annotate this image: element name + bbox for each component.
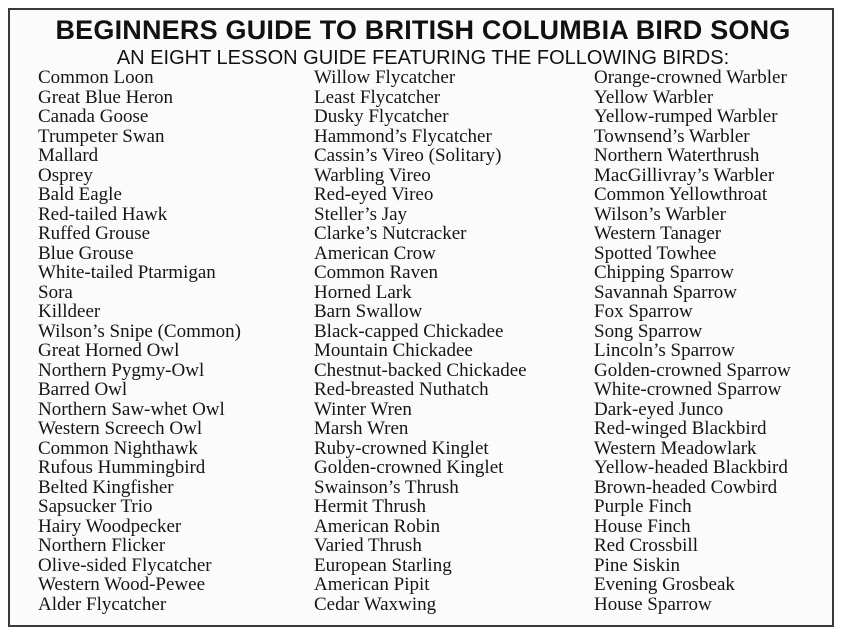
bird-list-item: Alder Flycatcher (38, 593, 167, 615)
bird-list-item: Red-tailed Hawk (38, 203, 168, 225)
bird-list-item: Western Screech Owl (38, 418, 203, 439)
bird-list-item: Lincoln’s Sparrow (594, 340, 735, 361)
bird-list-item: Great Horned Owl (38, 340, 180, 361)
bird-list-item: Chestnut-backed Chickadee (314, 359, 527, 381)
bird-list-item: American Crow (314, 242, 436, 264)
bird-list-item: Cassin’s Vireo (Solitary) (314, 145, 502, 166)
page-title: BEGINNERS GUIDE TO BRITISH COLUMBIA BIRD SONG (55, 15, 791, 45)
bird-list-item: Townsend’s Warbler (594, 125, 750, 147)
bird-list-item: Swainson’s Thrush (314, 476, 459, 498)
bird-list-item: Ruffed Grouse (38, 223, 151, 244)
bird-list-item: Western Meadowlark (594, 437, 757, 459)
bird-list-item: Yellow-headed Blackbird (594, 457, 788, 478)
bird-list-item: House Finch (594, 515, 691, 537)
bird-list-item: Northern Pygmy-Owl (38, 359, 205, 381)
bird-list-item: Marsh Wren (314, 418, 409, 439)
bird-list-item: Golden-crowned Kinglet (314, 457, 504, 478)
bird-list-item: Bald Eagle (38, 184, 122, 205)
bird-list-item: Orange-crowned Warbler (594, 67, 787, 88)
bird-list-item: Wilson’s Snipe (Common) (38, 320, 241, 342)
bird-list-item: Least Flycatcher (314, 86, 441, 108)
bird-list-item: White-tailed Ptarmigan (38, 262, 216, 283)
bird-list-item: Red-winged Blackbird (594, 418, 767, 439)
bird-list-item: Yellow-rumped Warbler (594, 106, 778, 127)
bird-list-item: Evening Grosbeak (594, 574, 735, 595)
bird-list-item: Western Wood-Pewee (38, 574, 206, 595)
bird-list-item: Dusky Flycatcher (314, 106, 449, 127)
bird-list-item: Osprey (38, 164, 93, 186)
bird-list-item: Song Sparrow (594, 320, 703, 342)
bird-list-item: Golden-crowned Sparrow (594, 359, 791, 381)
bird-list-item: Purple Finch (594, 496, 692, 517)
bird-list-item: Northern Waterthrush (594, 145, 760, 166)
bird-list-item: Varied Thrush (314, 535, 422, 556)
bird-list-item: Hermit Thrush (314, 496, 427, 517)
bird-list-column-1 (38, 68, 241, 614)
page-subtitle: AN EIGHT LESSON GUIDE FEATURING THE FOLLOWING BIRDS: (116, 47, 730, 69)
bird-list-item: Clarke’s Nutcracker (314, 223, 467, 244)
guide-frame (8, 8, 834, 627)
bird-list-item: Common Loon (38, 67, 154, 88)
bird-list-item: Hammond’s Flycatcher (314, 125, 492, 147)
bird-list-item: Steller’s Jay (314, 203, 408, 225)
bird-list-item: Red-eyed Vireo (314, 184, 434, 205)
bird-list-item: Warbling Vireo (314, 164, 431, 186)
bird-list-item: Northern Saw-whet Owl (38, 398, 225, 420)
bird-list-item: MacGillivray’s Warbler (594, 164, 775, 186)
bird-list-item: Northern Flicker (38, 535, 166, 556)
bird-list-column-2 (314, 68, 527, 614)
bird-list-item: Common Nighthawk (38, 437, 198, 459)
bird-list-item: Fox Sparrow (594, 301, 693, 322)
bird-list-item: Willow Flycatcher (314, 67, 456, 88)
bird-list-item: Olive-sided Flycatcher (38, 554, 212, 576)
bird-list-item: European Starling (314, 554, 452, 576)
bird-list-item: Sora (38, 281, 73, 303)
bird-list-item: Mountain Chickadee (314, 340, 473, 361)
bird-list-item: Blue Grouse (38, 242, 134, 264)
bird-list-item: Barred Owl (38, 379, 128, 400)
bird-list-item: American Robin (314, 515, 441, 537)
bird-list-item: Brown-headed Cowbird (594, 476, 778, 498)
bird-list-item: Red Crossbill (594, 535, 698, 556)
bird-list-item: Barn Swallow (314, 301, 423, 322)
bird-list-item: Ruby-crowned Kinglet (314, 437, 489, 459)
bird-list-item: Dark-eyed Junco (594, 398, 724, 420)
bird-list-item: Black-capped Chickadee (314, 320, 504, 342)
bird-list-item: Canada Goose (38, 106, 149, 127)
bird-list-item: American Pipit (314, 574, 430, 595)
bird-list-item: Yellow Warbler (594, 86, 714, 108)
bird-list-item: Horned Lark (314, 281, 412, 303)
bird-list-item: Western Tanager (594, 223, 722, 244)
bird-list-item: Sapsucker Trio (38, 496, 153, 517)
bird-list-item: Red-breasted Nuthatch (314, 379, 489, 400)
bird-list-item: Chipping Sparrow (594, 262, 734, 283)
bird-list-item: Winter Wren (314, 398, 412, 420)
bird-list-item: Savannah Sparrow (594, 281, 737, 303)
bird-list-item: Wilson’s Warbler (594, 203, 726, 225)
bird-list-item: Trumpeter Swan (38, 125, 165, 147)
bird-list-item: Pine Siskin (594, 554, 681, 576)
bird-list-item: Belted Kingfisher (38, 476, 174, 498)
bird-list-item: Rufous Hummingbird (38, 457, 206, 478)
bird-list-item: Mallard (38, 145, 99, 166)
bird-list-item: Great Blue Heron (38, 86, 174, 108)
bird-list-item: House Sparrow (594, 593, 712, 615)
bird-list-item: Hairy Woodpecker (38, 515, 182, 537)
bird-list-item: Common Raven (314, 262, 439, 283)
bird-list-item: White-crowned Sparrow (594, 379, 782, 400)
bird-list-item: Killdeer (38, 301, 101, 322)
bird-list-column-3 (594, 68, 791, 614)
bird-list-item: Cedar Waxwing (314, 593, 437, 615)
bird-list-item: Common Yellowthroat (594, 184, 768, 205)
bird-list-item: Spotted Towhee (594, 242, 717, 264)
